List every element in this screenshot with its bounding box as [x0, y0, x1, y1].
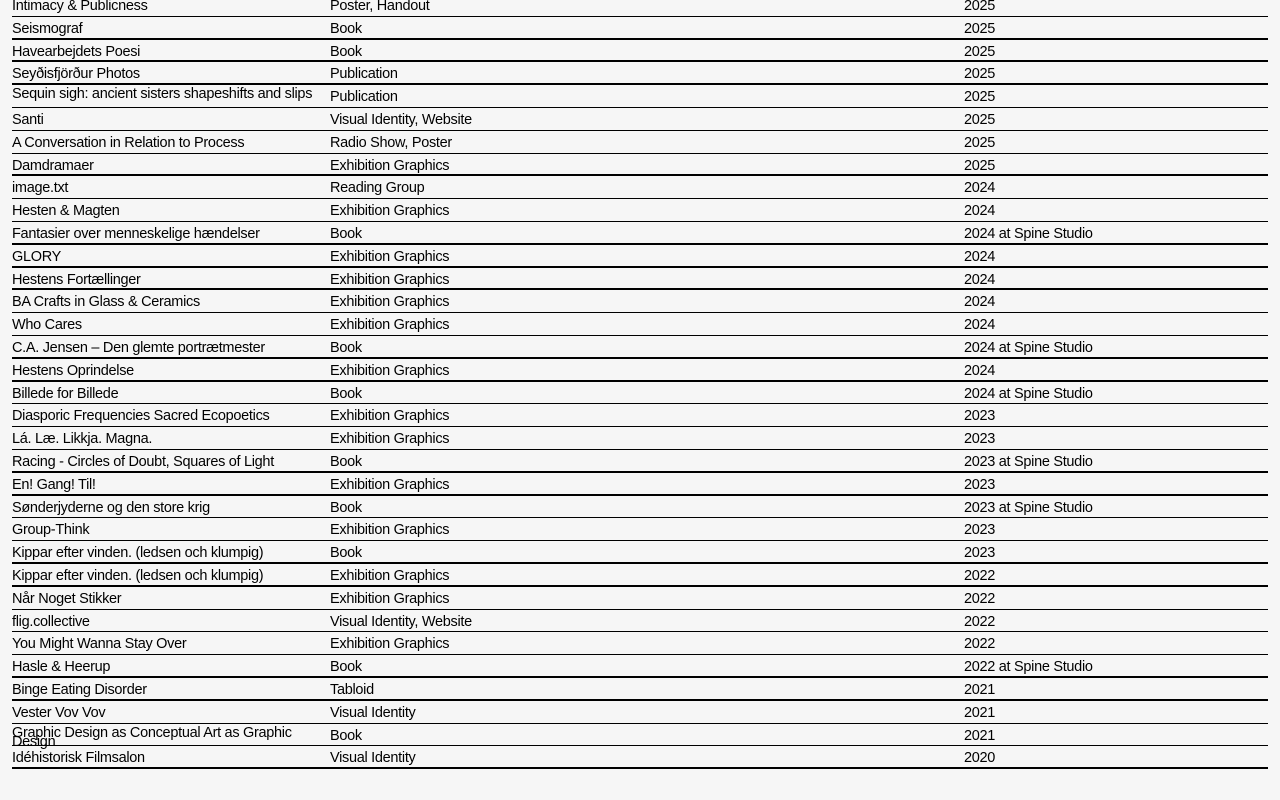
project-title: Fantasier over menneskelige hændelser — [12, 225, 260, 242]
project-row[interactable] — [12, 313, 1268, 336]
project-title: Sønderjyderne og den store krig — [12, 499, 210, 516]
project-row[interactable] — [12, 131, 1268, 154]
project-row[interactable] — [12, 290, 1268, 313]
project-type: Book — [330, 727, 362, 744]
project-type: Exhibition Graphics — [330, 157, 450, 174]
project-title: Hesten & Magten — [12, 203, 120, 220]
project-title: You Might Wanna Stay Over — [12, 636, 187, 653]
project-type: Book — [330, 339, 362, 356]
project-row[interactable] — [12, 564, 1268, 587]
project-row[interactable] — [12, 632, 1268, 655]
project-row[interactable] — [12, 199, 1268, 222]
project-row[interactable] — [12, 587, 1268, 610]
project-year: 2025 — [964, 20, 996, 37]
project-title: Kippar efter vinden. (ledsen och klumpig) — [12, 567, 264, 584]
project-type: Exhibition Graphics — [330, 203, 450, 220]
project-type: Exhibition Graphics — [330, 476, 450, 493]
project-row[interactable] — [12, 724, 1268, 750]
project-type: Publication — [330, 66, 398, 83]
project-title: image.txt — [12, 180, 69, 197]
project-year: 2024 — [964, 271, 996, 288]
project-type: Publication — [330, 89, 398, 106]
project-title: Når Noget Stikker — [12, 590, 122, 607]
project-row[interactable] — [12, 359, 1268, 382]
project-row[interactable] — [12, 518, 1268, 541]
project-row[interactable] — [12, 427, 1268, 450]
project-year: 2023 — [964, 545, 996, 562]
project-type: Exhibition Graphics — [330, 636, 450, 653]
project-title: Vester Vov Vov — [12, 704, 106, 721]
project-row[interactable] — [12, 541, 1268, 564]
project-year: 2024 at Spine Studio — [964, 385, 1093, 402]
project-row[interactable] — [12, 268, 1268, 291]
project-row[interactable] — [12, 85, 1268, 108]
project-title: Intimacy & Publicness — [12, 0, 148, 14]
project-type: Visual Identity — [330, 704, 416, 721]
project-title: Idéhistorisk Filmsalon — [12, 750, 145, 767]
project-row[interactable] — [12, 62, 1268, 85]
project-title: Seismograf — [12, 20, 83, 37]
project-year: 2022 — [964, 567, 996, 584]
project-year: 2024 — [964, 294, 996, 311]
project-row[interactable] — [12, 176, 1268, 199]
project-year: 2021 — [964, 704, 996, 721]
project-type: Reading Group — [330, 180, 425, 197]
project-type: Book — [330, 499, 362, 516]
project-type: Exhibition Graphics — [330, 590, 450, 607]
project-year: 2023 — [964, 476, 996, 493]
project-year: 2024 — [964, 203, 996, 220]
project-year: 2025 — [964, 89, 996, 106]
project-title: Billede for Billede — [12, 385, 119, 402]
project-row[interactable] — [12, 450, 1268, 473]
project-type: Exhibition Graphics — [330, 271, 450, 288]
project-row[interactable] — [12, 17, 1268, 40]
project-type: Exhibition Graphics — [330, 431, 450, 448]
project-type: Exhibition Graphics — [330, 248, 450, 265]
project-title: Lá. Læ. Likkja. Magna. — [12, 431, 153, 448]
project-title: A Conversation in Relation to Process — [12, 134, 245, 151]
project-type: Exhibition Graphics — [330, 408, 450, 425]
project-type: Book — [330, 453, 362, 470]
project-type: Visual Identity, Website — [330, 111, 472, 128]
project-year: 2025 — [964, 0, 996, 14]
project-year: 2022 — [964, 613, 996, 630]
project-type: Book — [330, 385, 362, 402]
project-index-table — [12, 0, 1268, 769]
project-type: Book — [330, 43, 362, 60]
project-type: Poster, Handout — [330, 0, 430, 14]
project-row[interactable] — [12, 0, 1268, 17]
project-type: Exhibition Graphics — [330, 294, 450, 311]
project-title: Kippar efter vinden. (ledsen och klumpig) — [12, 545, 264, 562]
project-title: Hestens Fortællinger — [12, 271, 141, 288]
project-row[interactable] — [12, 336, 1268, 359]
project-title: Who Cares — [12, 317, 82, 334]
project-title: Sequin sigh: ancient sisters shapeshifts and slips — [12, 86, 313, 103]
project-title: Santi — [12, 111, 44, 128]
project-title: Binge Eating Disorder — [12, 681, 147, 698]
project-year: 2020 — [964, 750, 996, 767]
project-year: 2024 at Spine Studio — [964, 225, 1093, 242]
project-title: BA Crafts in Glass & Ceramics — [12, 294, 200, 311]
project-type: Exhibition Graphics — [330, 317, 450, 334]
project-type: Book — [330, 659, 362, 676]
project-year: 2024 — [964, 180, 996, 197]
project-row[interactable] — [12, 678, 1268, 701]
project-type: Exhibition Graphics — [330, 567, 450, 584]
project-year: 2022 at Spine Studio — [964, 659, 1093, 676]
project-title: flig.collective — [12, 613, 90, 630]
project-title: Racing - Circles of Doubt, Squares of Light — [12, 453, 274, 470]
project-row[interactable] — [12, 496, 1268, 519]
project-title: Graphic Design as Conceptual Art as Graphic Design — [12, 724, 292, 750]
project-title: Group-Think — [12, 522, 90, 539]
project-year: 2024 — [964, 317, 996, 334]
project-row[interactable] — [12, 382, 1268, 405]
project-row[interactable] — [12, 154, 1268, 177]
project-type: Visual Identity — [330, 750, 416, 767]
project-year: 2021 — [964, 727, 996, 744]
project-type: Radio Show, Poster — [330, 134, 452, 151]
project-year: 2025 — [964, 157, 996, 174]
project-year: 2025 — [964, 66, 996, 83]
project-year: 2025 — [964, 111, 996, 128]
project-title: C.A. Jensen – Den glemte portrætmester — [12, 339, 265, 356]
project-title: Seyðisfjörður Photos — [12, 66, 140, 83]
project-type: Book — [330, 545, 362, 562]
project-type: Exhibition Graphics — [330, 362, 450, 379]
project-type: Tabloid — [330, 681, 374, 698]
project-title: Hasle & Heerup — [12, 659, 111, 676]
project-year: 2022 — [964, 590, 996, 607]
project-type: Visual Identity, Website — [330, 613, 472, 630]
project-year: 2023 at Spine Studio — [964, 499, 1093, 516]
project-row[interactable] — [12, 610, 1268, 633]
project-row[interactable] — [12, 746, 1268, 769]
project-title: GLORY — [12, 248, 62, 265]
project-row[interactable] — [12, 701, 1268, 724]
project-title: En! Gang! Til! — [12, 476, 96, 493]
project-row[interactable] — [12, 245, 1268, 268]
project-year: 2025 — [964, 134, 996, 151]
project-year: 2025 — [964, 43, 996, 60]
project-type: Exhibition Graphics — [330, 522, 450, 539]
project-row[interactable] — [12, 222, 1268, 245]
project-row[interactable] — [12, 404, 1268, 427]
project-row[interactable] — [12, 473, 1268, 496]
project-type: Book — [330, 225, 362, 242]
project-year: 2024 — [964, 248, 996, 265]
project-row[interactable] — [12, 108, 1268, 131]
project-year: 2024 at Spine Studio — [964, 339, 1093, 356]
project-year: 2023 — [964, 522, 996, 539]
project-row[interactable] — [12, 40, 1268, 63]
project-year: 2023 — [964, 408, 996, 425]
project-year: 2023 — [964, 431, 996, 448]
project-year: 2023 at Spine Studio — [964, 453, 1093, 470]
project-type: Book — [330, 20, 362, 37]
project-title: Damdramaer — [12, 157, 94, 174]
project-title: Diasporic Frequencies Sacred Ecopoetics — [12, 408, 270, 425]
project-title: Hestens Oprindelse — [12, 362, 134, 379]
project-year: 2021 — [964, 681, 996, 698]
project-title: Havearbejdets Poesi — [12, 43, 141, 60]
project-year: 2024 — [964, 362, 996, 379]
project-year: 2022 — [964, 636, 996, 653]
project-row[interactable] — [12, 655, 1268, 678]
